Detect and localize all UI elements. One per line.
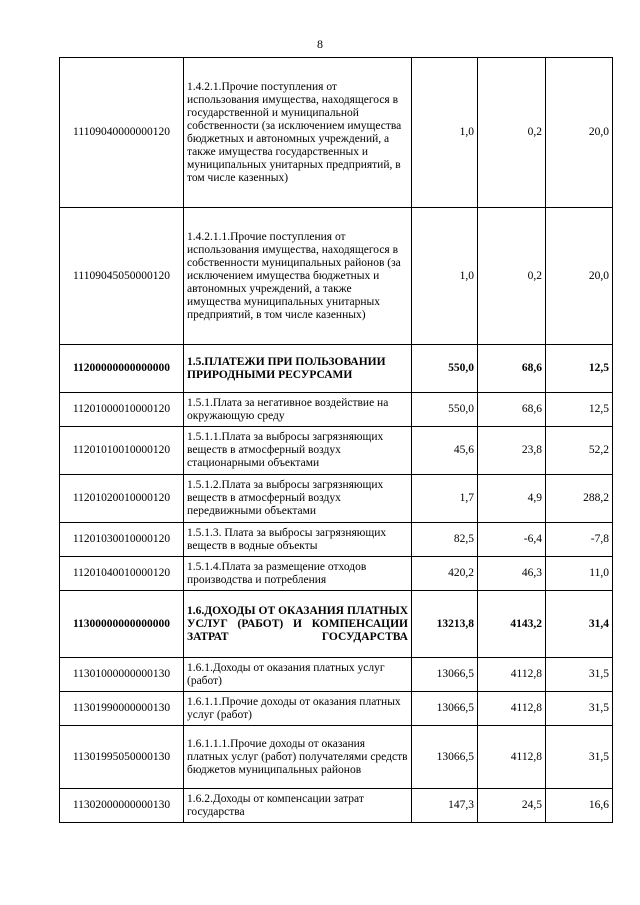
percent-cell: 20,0 [546, 58, 613, 208]
item-name-cell: 1.4.2.1.Прочие поступления от использования имущества, находящегося в государственной и муниципальной собственности (за исключением имущества бюджетных и автономных учреждений, а также имущества государственных и муниципальных унитарных предприятий, в том числе казенных) [184, 58, 412, 208]
budget-code-cell: 11301995050000130 [60, 726, 184, 789]
item-name-cell: 1.5.1.1.Плата за выбросы загрязняющих веществ в атмосферный воздух стационарными объектами [184, 427, 412, 475]
budget-code-cell: 11200000000000000 [60, 345, 184, 393]
percent-cell: 12,5 [546, 393, 613, 427]
table-row [60, 523, 613, 557]
plan-value-cell: 13213,8 [412, 591, 478, 658]
item-name-cell: 1.5.1.2.Плата за выбросы загрязняющих веществ в атмосферный воздух передвижными объектами [184, 475, 412, 523]
table-row [60, 393, 613, 427]
item-name-cell: 1.6.1.Доходы от оказания платных услуг (работ) [184, 658, 412, 692]
actual-value-cell: 0,2 [478, 58, 546, 208]
percent-cell: -7,8 [546, 523, 613, 557]
table-row [60, 557, 613, 591]
table-row [60, 591, 613, 658]
table-row [60, 658, 613, 692]
budget-code-cell: 11300000000000000 [60, 591, 184, 658]
actual-value-cell: 4112,8 [478, 692, 546, 726]
percent-cell: 31,5 [546, 658, 613, 692]
item-name-cell: 1.6.1.1.Прочие доходы от оказания платных услуг (работ) [184, 692, 412, 726]
table-row [60, 789, 613, 823]
item-name-cell: 1.5.ПЛАТЕЖИ ПРИ ПОЛЬЗОВАНИИ ПРИРОДНЫМИ РЕСУРСАМИ [184, 345, 412, 393]
percent-cell: 288,2 [546, 475, 613, 523]
plan-value-cell: 550,0 [412, 345, 478, 393]
budget-code-cell: 11201020010000120 [60, 475, 184, 523]
plan-value-cell: 1,0 [412, 208, 478, 345]
budget-code-cell: 11109040000000120 [60, 58, 184, 208]
plan-value-cell: 82,5 [412, 523, 478, 557]
table-row [60, 58, 613, 208]
percent-cell: 11,0 [546, 557, 613, 591]
budget-code-cell: 11201000010000120 [60, 393, 184, 427]
table-row [60, 692, 613, 726]
actual-value-cell: 24,5 [478, 789, 546, 823]
table-row [60, 208, 613, 345]
actual-value-cell: 23,8 [478, 427, 546, 475]
budget-code-cell: 11201030010000120 [60, 523, 184, 557]
page-number: 8 [317, 37, 323, 51]
budget-code-cell: 11201040010000120 [60, 557, 184, 591]
budget-code-cell: 11201010010000120 [60, 427, 184, 475]
actual-value-cell: 4,9 [478, 475, 546, 523]
item-name-cell: 1.6.1.1.1.Прочие доходы от оказания платных услуг (работ) получателями средств бюджетов муниципальных районов [184, 726, 412, 789]
budget-code-cell: 11301990000000130 [60, 692, 184, 726]
percent-cell: 31,5 [546, 692, 613, 726]
budget-revenue-table [59, 57, 613, 823]
budget-code-cell: 11301000000000130 [60, 658, 184, 692]
budget-code-cell: 11302000000000130 [60, 789, 184, 823]
table-row [60, 475, 613, 523]
actual-value-cell: -6,4 [478, 523, 546, 557]
plan-value-cell: 13066,5 [412, 658, 478, 692]
actual-value-cell: 68,6 [478, 345, 546, 393]
table-row [60, 427, 613, 475]
plan-value-cell: 1,7 [412, 475, 478, 523]
actual-value-cell: 4112,8 [478, 726, 546, 789]
actual-value-cell: 68,6 [478, 393, 546, 427]
budget-code-cell: 11109045050000120 [60, 208, 184, 345]
table-row [60, 726, 613, 789]
percent-cell: 16,6 [546, 789, 613, 823]
item-name-cell: 1.5.1.3. Плата за выбросы загрязняющих веществ в водные объекты [184, 523, 412, 557]
plan-value-cell: 13066,5 [412, 692, 478, 726]
item-name-cell: 1.4.2.1.1.Прочие поступления от использования имущества, находящегося в собственности муниципальных районов (за исключением имущества бюджетных и автономных учреждений, а также имущества муниципальных унитарных предприятий, в том числе казенных) [184, 208, 412, 345]
plan-value-cell: 45,6 [412, 427, 478, 475]
percent-cell: 20,0 [546, 208, 613, 345]
plan-value-cell: 550,0 [412, 393, 478, 427]
plan-value-cell: 1,0 [412, 58, 478, 208]
plan-value-cell: 147,3 [412, 789, 478, 823]
table-row [60, 345, 613, 393]
actual-value-cell: 4112,8 [478, 658, 546, 692]
actual-value-cell: 4143,2 [478, 591, 546, 658]
percent-cell: 31,5 [546, 726, 613, 789]
item-name-cell: 1.6.ДОХОДЫ ОТ ОКАЗАНИЯ ПЛАТНЫХ УСЛУГ (РАБОТ) И КОМПЕНСАЦИИ ЗАТРАТ ГОСУДАРСТВА [184, 591, 412, 658]
actual-value-cell: 46,3 [478, 557, 546, 591]
percent-cell: 52,2 [546, 427, 613, 475]
plan-value-cell: 13066,5 [412, 726, 478, 789]
percent-cell: 31,4 [546, 591, 613, 658]
percent-cell: 12,5 [546, 345, 613, 393]
item-name-cell: 1.6.2.Доходы от компенсации затрат государства [184, 789, 412, 823]
plan-value-cell: 420,2 [412, 557, 478, 591]
item-name-cell: 1.5.1.Плата за негативное воздействие на окружающую среду [184, 393, 412, 427]
item-name-cell: 1.5.1.4.Плата за размещение отходов производства и потребления [184, 557, 412, 591]
actual-value-cell: 0,2 [478, 208, 546, 345]
table-body [60, 58, 613, 823]
